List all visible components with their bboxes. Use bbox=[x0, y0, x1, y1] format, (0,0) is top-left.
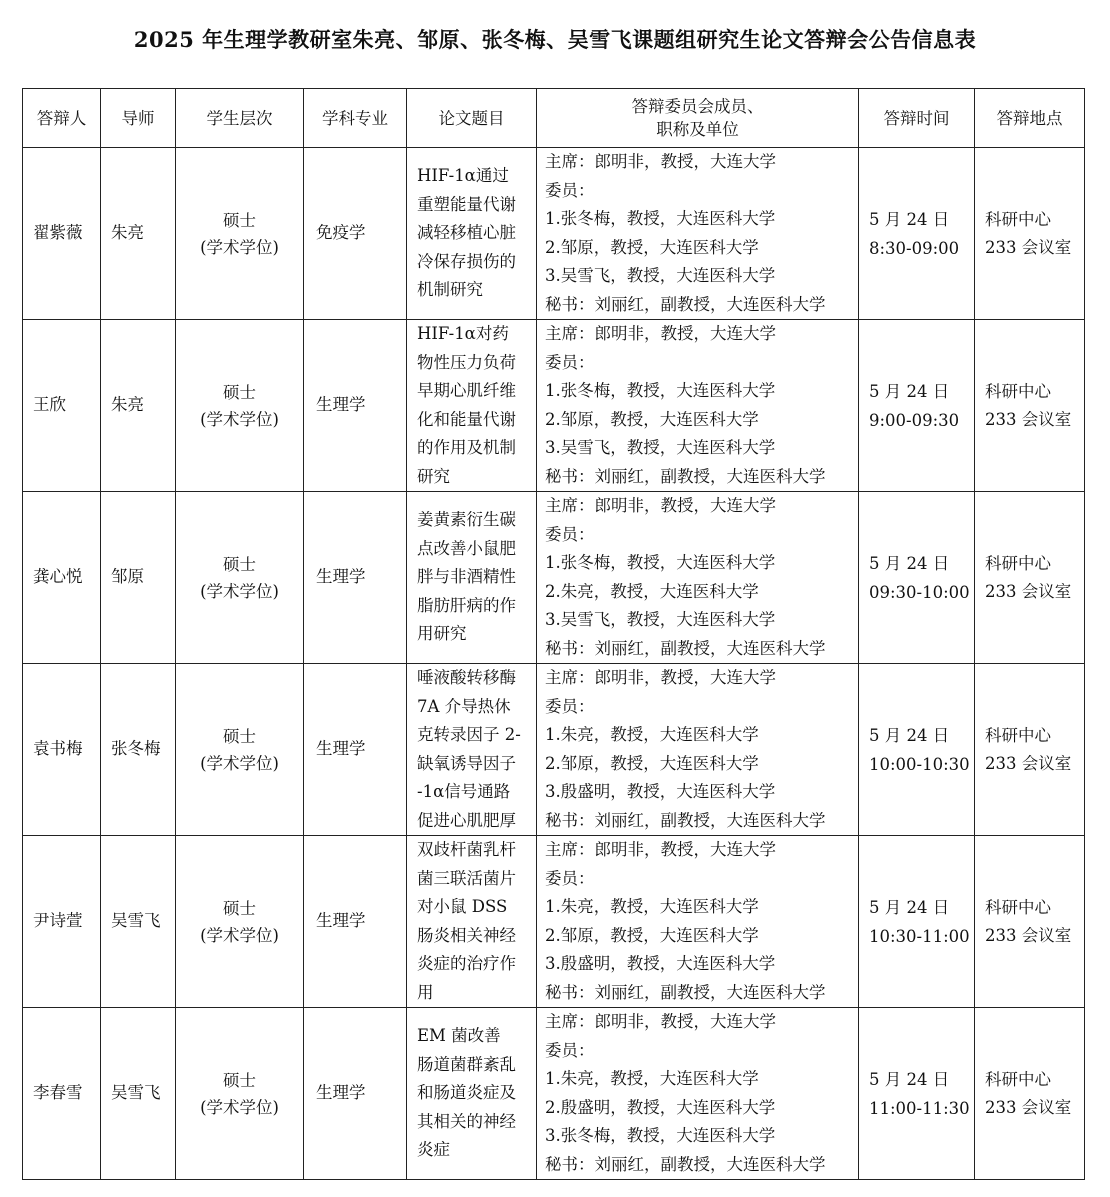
location-building: 科研中心 bbox=[985, 897, 1051, 917]
student-name-cell: 袁书梅 bbox=[23, 664, 101, 836]
student-level-cell bbox=[176, 1008, 304, 1180]
major-cell: 生理学 bbox=[304, 320, 407, 492]
thesis-title-line: -1α信号通路 bbox=[417, 782, 511, 801]
defense-date: 5 月 24 日 bbox=[869, 209, 950, 229]
major-cell: 生理学 bbox=[304, 664, 407, 836]
location-building: 科研中心 bbox=[985, 553, 1051, 573]
thesis-title-line: HIF-1α对药 bbox=[417, 324, 509, 343]
major-cell: 免疫学 bbox=[304, 148, 407, 320]
table-row bbox=[23, 1008, 1085, 1180]
committee-line: 1.朱亮，教授，大连医科大学 bbox=[545, 725, 759, 744]
committee-line: 2.邹原，教授，大连医科大学 bbox=[545, 237, 759, 257]
thesis-title-cell bbox=[407, 320, 537, 492]
thesis-title-line: 7A 介导热休 bbox=[417, 696, 511, 716]
defense-time-cell bbox=[859, 320, 975, 492]
degree-type-text: (学术学位) bbox=[200, 925, 279, 945]
thesis-title-line: 脂肪肝病的作 bbox=[417, 595, 516, 615]
defense-date: 5 月 24 日 bbox=[869, 1069, 950, 1089]
table-row bbox=[23, 320, 1085, 492]
committee-line: 1.张冬梅，教授，大连医科大学 bbox=[545, 209, 776, 228]
committee-line: 1.张冬梅，教授，大连医科大学 bbox=[545, 553, 776, 572]
committee-line: 秘书：刘丽红，副教授，大连医科大学 bbox=[545, 1154, 826, 1174]
committee-line: 1.张冬梅，教授，大连医科大学 bbox=[545, 381, 776, 400]
thesis-title-line: 物性压力负荷 bbox=[417, 352, 516, 372]
location-building: 科研中心 bbox=[985, 1069, 1051, 1089]
defense-time-cell bbox=[859, 492, 975, 664]
committee-cell bbox=[537, 1008, 859, 1180]
header-advisor: 导师 bbox=[101, 89, 176, 148]
location-room: 233 会议室 bbox=[985, 753, 1072, 773]
thesis-title-line: 菌三联活菌片 bbox=[417, 868, 516, 888]
committee-cell bbox=[537, 664, 859, 836]
defense-time-cell bbox=[859, 664, 975, 836]
thesis-title-line: 肠道菌群紊乱 bbox=[417, 1054, 516, 1074]
thesis-title-line: 重塑能量代谢 bbox=[417, 194, 516, 214]
committee-line: 3.吴雪飞，教授，大连医科大学 bbox=[545, 438, 776, 457]
student-name-cell: 龚心悦 bbox=[23, 492, 101, 664]
thesis-title-line: 冷保存损伤的 bbox=[417, 251, 516, 271]
committee-line: 秘书：刘丽红，副教授，大连医科大学 bbox=[545, 466, 826, 486]
header-committee-line1: 答辩委员会成员、 bbox=[631, 97, 764, 116]
thesis-title-line: 用研究 bbox=[417, 624, 467, 644]
student-name-cell: 王欣 bbox=[23, 320, 101, 492]
defense-date: 5 月 24 日 bbox=[869, 897, 950, 917]
advisor-cell: 朱亮 bbox=[101, 320, 176, 492]
committee-line: 1.朱亮，教授，大连医科大学 bbox=[545, 897, 759, 916]
advisor-cell: 张冬梅 bbox=[101, 664, 176, 836]
student-level-cell bbox=[176, 664, 304, 836]
table-row bbox=[23, 148, 1085, 320]
location-room: 233 会议室 bbox=[985, 925, 1072, 945]
thesis-title-line: 的作用及机制 bbox=[417, 438, 516, 457]
thesis-title-line: 研究 bbox=[417, 466, 450, 486]
thesis-title-cell bbox=[407, 836, 537, 1008]
committee-line: 委员： bbox=[545, 524, 595, 544]
defense-location-cell bbox=[975, 664, 1085, 836]
defense-time-range: 9:00-09:30 bbox=[869, 410, 960, 430]
header-location: 答辩地点 bbox=[975, 89, 1085, 148]
thesis-title-cell bbox=[407, 1008, 537, 1180]
degree-type-text: (学术学位) bbox=[200, 753, 279, 773]
thesis-title-line: EM 菌改善 bbox=[417, 1026, 501, 1046]
committee-line: 委员： bbox=[545, 352, 595, 372]
thesis-title-line: 早期心肌纤维 bbox=[417, 381, 516, 400]
committee-line: 秘书：刘丽红，副教授，大连医科大学 bbox=[545, 982, 826, 1002]
committee-line: 3.殷盛明，教授，大连医科大学 bbox=[545, 782, 776, 801]
header-student: 答辩人 bbox=[23, 89, 101, 148]
location-building: 科研中心 bbox=[985, 209, 1051, 229]
thesis-title-line: 姜黄素衍生碳 bbox=[417, 510, 516, 530]
table-header-row bbox=[23, 89, 1085, 148]
committee-cell bbox=[537, 836, 859, 1008]
student-level-cell bbox=[176, 148, 304, 320]
defense-time-range: 09:30-10:00 bbox=[869, 582, 970, 602]
committee-line: 委员： bbox=[545, 868, 595, 888]
defense-location-cell bbox=[975, 492, 1085, 664]
degree-type-text: (学术学位) bbox=[200, 1097, 279, 1117]
location-room: 233 会议室 bbox=[985, 409, 1072, 429]
thesis-title-cell bbox=[407, 492, 537, 664]
location-room: 233 会议室 bbox=[985, 237, 1072, 257]
thesis-title-cell bbox=[407, 664, 537, 836]
defense-time-cell bbox=[859, 1008, 975, 1180]
thesis-title-line: 双歧杆菌乳杆 bbox=[417, 840, 516, 859]
committee-line: 主席：郎明非，教授，大连大学 bbox=[545, 1012, 776, 1031]
header-committee bbox=[537, 89, 859, 148]
committee-line: 3.张冬梅，教授，大连医科大学 bbox=[545, 1126, 776, 1145]
defense-location-cell bbox=[975, 1008, 1085, 1180]
thesis-title-cell bbox=[407, 148, 537, 320]
defense-time-cell bbox=[859, 836, 975, 1008]
defense-location-cell bbox=[975, 836, 1085, 1008]
committee-line: 委员： bbox=[545, 696, 595, 716]
committee-cell bbox=[537, 492, 859, 664]
thesis-title-line: 唾液酸转移酶 bbox=[417, 668, 516, 687]
committee-line: 主席：郎明非，教授，大连大学 bbox=[545, 668, 776, 687]
defense-time-range: 10:30-11:00 bbox=[869, 926, 970, 946]
student-name-cell: 翟紫薇 bbox=[23, 148, 101, 320]
committee-line: 委员： bbox=[545, 1040, 595, 1060]
committee-line: 秘书：刘丽红，副教授，大连医科大学 bbox=[545, 638, 826, 658]
degree-text: 硕士 bbox=[223, 554, 256, 574]
defense-date: 5 月 24 日 bbox=[869, 553, 950, 573]
thesis-title-line: 机制研究 bbox=[417, 280, 483, 300]
major-cell: 生理学 bbox=[304, 836, 407, 1008]
student-level-cell bbox=[176, 320, 304, 492]
thesis-title-line: 化和能量代谢 bbox=[417, 409, 516, 429]
committee-line: 2.邹原，教授，大连医科大学 bbox=[545, 925, 759, 945]
defense-schedule-table bbox=[22, 88, 1085, 1180]
thesis-title-line: 炎症的治疗作 bbox=[417, 954, 516, 973]
committee-line: 2.殷盛明，教授，大连医科大学 bbox=[545, 1097, 776, 1117]
committee-line: 秘书：刘丽红，副教授，大连医科大学 bbox=[545, 294, 826, 314]
location-room: 233 会议室 bbox=[985, 1097, 1072, 1117]
thesis-title-line: 减轻移植心脏 bbox=[417, 223, 516, 243]
committee-cell bbox=[537, 320, 859, 492]
thesis-title-line: 和肠道炎症及 bbox=[417, 1083, 516, 1103]
student-level-cell bbox=[176, 836, 304, 1008]
student-name-cell: 李春雪 bbox=[23, 1008, 101, 1180]
header-time: 答辩时间 bbox=[859, 89, 975, 148]
degree-text: 硕士 bbox=[223, 898, 256, 918]
table-row bbox=[23, 836, 1085, 1008]
advisor-cell: 朱亮 bbox=[101, 148, 176, 320]
header-thesis: 论文题目 bbox=[407, 89, 537, 148]
degree-text: 硕士 bbox=[223, 382, 256, 402]
header-level: 学生层次 bbox=[176, 89, 304, 148]
thesis-title-line: 胖与非酒精性 bbox=[417, 567, 516, 587]
defense-location-cell bbox=[975, 148, 1085, 320]
major-cell: 生理学 bbox=[304, 492, 407, 664]
defense-time-cell bbox=[859, 148, 975, 320]
degree-type-text: (学术学位) bbox=[200, 237, 279, 257]
committee-line: 主席：郎明非，教授，大连大学 bbox=[545, 324, 776, 343]
committee-line: 3.吴雪飞，教授，大连医科大学 bbox=[545, 610, 776, 629]
defense-time-range: 8:30-09:00 bbox=[869, 238, 960, 258]
student-level-cell bbox=[176, 492, 304, 664]
thesis-title-line: 用 bbox=[417, 982, 434, 1002]
thesis-title-line: 点改善小鼠肥 bbox=[417, 538, 516, 558]
thesis-title-line: 克转录因子 2- bbox=[417, 725, 521, 744]
table-row bbox=[23, 664, 1085, 836]
table-row bbox=[23, 492, 1085, 664]
committee-line: 2.邹原，教授，大连医科大学 bbox=[545, 409, 759, 429]
defense-date: 5 月 24 日 bbox=[869, 725, 950, 745]
thesis-title-line: 对小鼠 DSS bbox=[417, 897, 508, 916]
advisor-cell: 吴雪飞 bbox=[101, 836, 176, 1008]
committee-line: 3.殷盛明，教授，大连医科大学 bbox=[545, 954, 776, 973]
committee-line: 2.朱亮，教授，大连医科大学 bbox=[545, 581, 759, 601]
defense-date: 5 月 24 日 bbox=[869, 381, 950, 401]
thesis-title-line: 炎症 bbox=[417, 1140, 450, 1160]
degree-type-text: (学术学位) bbox=[200, 581, 279, 601]
major-cell: 生理学 bbox=[304, 1008, 407, 1180]
location-building: 科研中心 bbox=[985, 381, 1051, 401]
advisor-cell: 邹原 bbox=[101, 492, 176, 664]
header-major: 学科专业 bbox=[304, 89, 407, 148]
location-room: 233 会议室 bbox=[985, 581, 1072, 601]
degree-text: 硕士 bbox=[223, 726, 256, 746]
defense-time-range: 11:00-11:30 bbox=[869, 1098, 970, 1118]
thesis-title-line: HIF-1α通过 bbox=[417, 166, 509, 186]
defense-time-range: 10:00-10:30 bbox=[869, 754, 970, 774]
committee-line: 3.吴雪飞，教授，大连医科大学 bbox=[545, 266, 776, 285]
committee-line: 秘书：刘丽红，副教授，大连医科大学 bbox=[545, 810, 826, 830]
page-title: 2025 年生理学教研室朱亮、邹原、张冬梅、吴雪飞课题组研究生论文答辩会公告信息表 bbox=[133, 27, 977, 52]
thesis-title-line: 其相关的神经 bbox=[417, 1111, 516, 1131]
student-name-cell: 尹诗萱 bbox=[23, 836, 101, 1008]
committee-line: 委员： bbox=[545, 180, 595, 200]
committee-cell bbox=[537, 148, 859, 320]
advisor-cell: 吴雪飞 bbox=[101, 1008, 176, 1180]
degree-text: 硕士 bbox=[223, 210, 256, 230]
degree-text: 硕士 bbox=[223, 1070, 256, 1090]
committee-line: 主席：郎明非，教授，大连大学 bbox=[545, 840, 776, 859]
thesis-title-line: 肠炎相关神经 bbox=[417, 925, 516, 945]
committee-line: 主席：郎明非，教授，大连大学 bbox=[545, 152, 776, 171]
thesis-title-line: 缺氧诱导因子 bbox=[417, 753, 516, 773]
degree-type-text: (学术学位) bbox=[200, 409, 279, 429]
thesis-title-line: 促进心肌肥厚 bbox=[417, 810, 516, 830]
location-building: 科研中心 bbox=[985, 725, 1051, 745]
committee-line: 2.邹原，教授，大连医科大学 bbox=[545, 753, 759, 773]
defense-location-cell bbox=[975, 320, 1085, 492]
committee-line: 1.朱亮，教授，大连医科大学 bbox=[545, 1069, 759, 1088]
committee-line: 主席：郎明非，教授，大连大学 bbox=[545, 496, 776, 515]
header-committee-line2: 职称及单位 bbox=[656, 120, 739, 139]
